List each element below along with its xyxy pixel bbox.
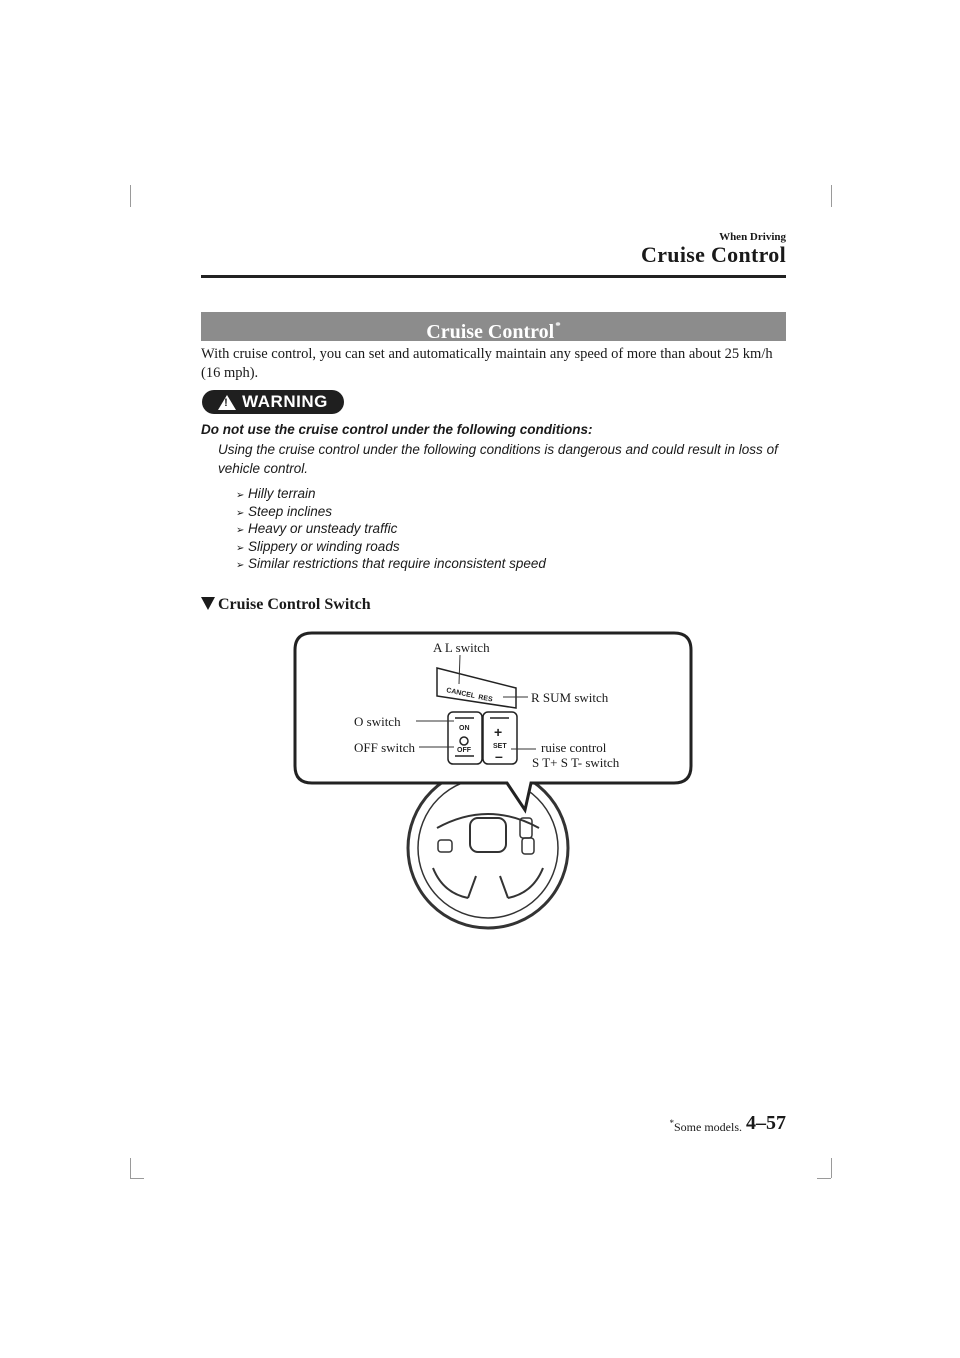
arrow-bullet-icon: ➢: [236, 525, 245, 536]
page-header-title: Cruise Control: [641, 242, 786, 267]
list-item: ➢ Heavy or unsteady traffic: [236, 520, 546, 538]
list-item: ➢ Hilly terrain: [236, 485, 546, 503]
on-switch-label: O switch: [354, 714, 401, 729]
arrow-bullet-icon: ➢: [236, 490, 245, 501]
subsection-heading: Cruise Control Switch: [201, 596, 371, 614]
minus-button-text: –: [495, 748, 503, 764]
res-button-text: RES: [477, 694, 494, 704]
section-label: When Driving: [719, 231, 786, 243]
cancel-button-text: CANCEL: [445, 687, 476, 701]
set-switch-label: S T+ S T- switch: [532, 755, 620, 770]
arrow-bullet-icon: ➢: [236, 507, 245, 519]
steering-wheel-illustration: [408, 768, 568, 928]
list-item: ➢ Similar restrictions that require inconsistent speed: [236, 555, 546, 573]
resume-switch-label: R SUM switch: [531, 690, 609, 705]
list-item: ➢ Steep inclines: [236, 503, 546, 521]
section-title: Cruise Control: [426, 321, 555, 343]
arrow-bullet-icon: ➢: [236, 542, 245, 554]
page-number: 4–57: [746, 1112, 786, 1134]
intro-paragraph: With cruise control, you can set and automatically maintain any speed of more than about 25 km/h (16 mph).: [201, 346, 773, 381]
cancel-switch-label: A L switch: [433, 640, 490, 655]
warning-body: Using the cruise control under the following conditions is dangerous and could result in loss of vehicle control.: [218, 442, 778, 476]
list-item: ➢ Slippery or winding roads: [236, 538, 546, 556]
warning-badge-label: WARNING: [242, 392, 328, 411]
plus-button-text: +: [494, 724, 503, 740]
arrow-bullet-icon: ➢: [236, 560, 245, 571]
set-button-text: SET: [493, 743, 507, 750]
off-switch-label: OFF switch: [354, 740, 416, 755]
warning-heading: Do not use the cruise control under the following conditions:: [201, 422, 593, 437]
warning-icon: !: [218, 395, 236, 410]
some-models-mark: *: [555, 320, 561, 332]
footnote: *Some models.: [669, 1118, 742, 1134]
off-button-text: OFF: [457, 747, 471, 754]
cruise-control-label: ruise control: [541, 740, 607, 755]
on-button-text: ON: [459, 725, 470, 732]
